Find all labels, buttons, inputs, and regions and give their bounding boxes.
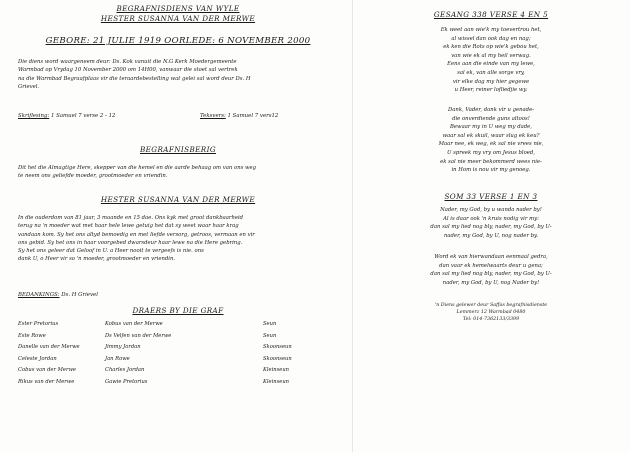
undertaker-footer: 'n Diens gelewer deur Saffas begrafnisdienste Lemmerz 12 Warmbad 0480 Tel: 014-7362133/3399 — [434, 303, 548, 322]
psalm-verse-2: Word ek van hierwandaan eenmaal gedra, dan vaar ek hemelwaarts deur u gena; dan sal my lied nog bly, nader, my God, by U- nader, my God, by U, nog Nader by! — [430, 254, 552, 286]
text-verse-value: 1 Samuel 7 vers12 — [227, 113, 279, 119]
page-fold-line — [352, 0, 353, 452]
service-intro: Die diens word waargeneem deur: Ds. Kok vanuit die N.G Kerk Moedergemeente Warmbad op Vrydag 10 November 2000 om 14H00, vanwaar die stoet sal vertrek na die Warmbad Begraafplaas vir die teraardebestelling wat gelei sal word deur Ds. H Grievel. — [18, 59, 251, 90]
hymn-verse-1: Ek weet aan wie'k my toevertrou het, al wissel dan ook dag en nag; ek ken die Rots op wie'k gebou het, van wie ek al my heil verwag. Eens aan die einde van my lewe, sal ek, van alle sorge vry, vir elke dag my hier gegewe u Heer, reiner lofliedjie wy. — [440, 27, 542, 94]
service-title: BEGRAFNISDIENS VAN WYLE — [116, 4, 240, 13]
psalm-verse-1: Nader, my God, by u wanda nader by! Al is daar ook 'n kruis nodig vir my: dan sal my lied nog bly, nader, my God, by U- nader, my God, by U, nog nader by. — [430, 207, 552, 239]
bearer-relation: Skoonseun — [263, 355, 292, 362]
bearer-left-name: Danelle van der Merwe — [18, 344, 80, 350]
bearer-relation: Kleinseun — [263, 367, 290, 373]
bearer-left-name: Rikus van der Merwe — [18, 378, 75, 385]
thanks-label: BEDANKINGS: — [18, 292, 60, 298]
tribute-text: In die ouderdom van 81 jaar, 3 maande en 15 dae. Ons kyk met groot dankbaarheid terug na 'n moeder wat met haar hele lewe getuig het dat sy weet waar haar krag vandaan kom. Sy het ons altyd bemoedig en met liefde versorg, getroos, vermaan en vir ons gebid. Sy het ons in haar voorgebed dwarsdeur haar lewe na die Here gebring. Sy het ons geleer dat Geloof in U. a Heer nooit te vergeefs is nie. ons dank U, o Heer vir so 'n moeder, grootmoeder en vriendin. — [18, 215, 255, 263]
bearer-right-name: Gawie Pretorius — [105, 378, 148, 385]
bearer-relation: Kleinseun — [263, 378, 290, 385]
thanks-line — [18, 292, 98, 298]
bearer-left-name: Celeste Jordan — [18, 355, 57, 362]
announcement-heading: BEGRAFNISBERIG — [139, 145, 217, 154]
deceased-name: HESTER SUSANNA VAN DER MERWE — [100, 14, 256, 23]
bearer-relation: Seun — [263, 321, 277, 327]
hymn-heading: GESANG 338 VERSE 4 EN 5 — [433, 10, 549, 19]
bearer-right-name: Ds Velfen van der Merwe — [105, 332, 172, 339]
bearer-row — [18, 333, 338, 342]
birth-death-dates: GEBORE: 21 JULIE 1919 OORLEDE: 6 NOVEMBER 2000 — [45, 36, 311, 46]
bearer-row — [18, 367, 338, 376]
bearer-row — [18, 344, 338, 353]
bearer-right-name: Jimmy Jordan — [105, 344, 141, 350]
bearer-row — [18, 356, 338, 365]
scripture-label: Skriflesing: — [18, 113, 50, 119]
bearer-left-name: Ester Pretorius — [18, 321, 59, 327]
scripture-reading — [18, 113, 115, 119]
bearer-right-name: Charles Jordan — [105, 367, 145, 373]
psalm-heading: SOM 33 VERSE 1 EN 3 — [444, 192, 538, 201]
thanks-value: Ds. H Grievel — [61, 292, 98, 298]
bearer-right-name: Kobus van der Merwe — [105, 321, 163, 327]
bearers-heading: DRAERS BY DIE GRAF — [132, 306, 224, 315]
bearer-left-name: Este Rowe — [18, 332, 46, 339]
bearer-row — [18, 379, 338, 388]
text-verse — [200, 113, 278, 119]
bearer-row — [18, 321, 338, 330]
bearer-relation: Skoonseun — [263, 344, 292, 350]
bearer-left-name: Cobus van der Merwe — [18, 367, 76, 373]
text-verse-label: Teksvers: — [200, 113, 226, 119]
bearer-relation: Seun — [263, 332, 277, 339]
bearer-right-name: Jan Rowe — [105, 355, 130, 362]
deceased-name-repeat: HESTER SUSANNA VAN DER MERWE — [100, 195, 256, 204]
announcement-text: Dit het die Almagtige Here, skepper van die hemel en die aarde behaag om van ons weg te neem ons geliefde moeder, grootmoeder en vriendin. — [18, 165, 257, 180]
hymn-verse-2: Dank, Vader, dank vir u genade- die onverdiende guns altoos! Bewaar my in U weg my dade, waar sal ek skuil, waar slug ek keu? Maar nee, ek weg, ek sal nie vrees nie, U spreek my vry om Jesus bloed, ek sal nie meer bekommerd wees nie- in Hom is nou vir my genoeg. — [438, 107, 544, 174]
scripture-value: 1 Samuel 7 verse 2 - 12 — [51, 113, 116, 119]
